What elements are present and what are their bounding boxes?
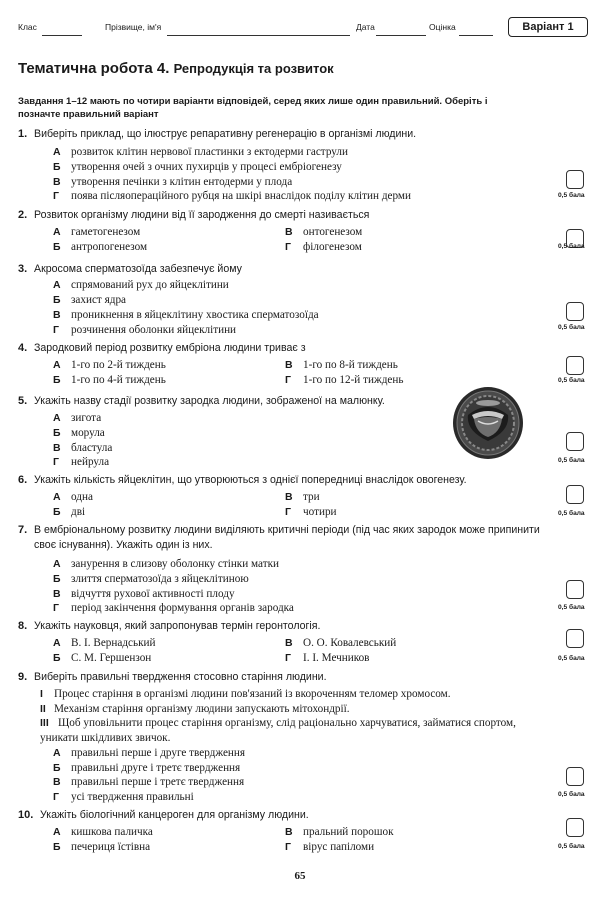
option-a[interactable] bbox=[53, 225, 140, 240]
points-label: 0,5 бала bbox=[558, 192, 585, 199]
option-b[interactable] bbox=[53, 240, 147, 255]
option-letter: А bbox=[53, 359, 61, 371]
option-text: бластула bbox=[71, 442, 113, 454]
option-letter: В bbox=[285, 491, 293, 503]
points-label: 0,5 бала bbox=[558, 510, 585, 517]
option-letter: В bbox=[285, 359, 293, 371]
statement-text: Щоб уповільнити процес старіння організму, слід раціонально харчуватися, займатися спортом, уникати шкідливих звичок. bbox=[40, 717, 516, 744]
option-v[interactable] bbox=[53, 308, 319, 323]
answer-box-5[interactable] bbox=[566, 432, 584, 451]
option-text: поява післяопераційного рубця на шкірі внаслідок поділу клітин дерми bbox=[71, 190, 411, 202]
option-letter: Б bbox=[53, 374, 61, 386]
option-letter: А bbox=[53, 226, 61, 238]
page-title bbox=[18, 60, 334, 77]
option-letter: В bbox=[53, 776, 61, 788]
option-text: чотири bbox=[303, 506, 337, 518]
option-letter: Г bbox=[53, 791, 59, 803]
question-text: Укажіть біологічний канцероген для організму людини. bbox=[40, 809, 309, 821]
option-letter: Г bbox=[285, 652, 291, 664]
option-letter: Б bbox=[53, 294, 61, 306]
option-letter: А bbox=[53, 412, 61, 424]
option-text: О. О. Ковалевський bbox=[303, 637, 397, 649]
answer-box-8[interactable] bbox=[566, 629, 584, 648]
option-a[interactable] bbox=[53, 145, 348, 160]
option-letter: Б bbox=[53, 652, 61, 664]
option-v[interactable] bbox=[285, 225, 362, 240]
page-number: 65 bbox=[294, 870, 306, 882]
option-a[interactable] bbox=[53, 490, 93, 505]
option-b[interactable] bbox=[53, 761, 240, 776]
option-text: онтогенезом bbox=[303, 226, 363, 238]
question-text: Виберіть правильні твердження стосовно старіння людини. bbox=[34, 671, 327, 683]
date-field[interactable] bbox=[376, 35, 426, 36]
option-text: антропогенезом bbox=[71, 241, 148, 253]
option-text: І. І. Мечников bbox=[303, 652, 370, 664]
date-label: Дата bbox=[356, 22, 375, 32]
question-text: В ембріональному розвитку людини виділяють критичні періоди (під час яких зародок може припинити своє існування). Укажіть один із них. bbox=[34, 524, 540, 551]
option-letter: Г bbox=[285, 506, 291, 518]
points-label: 0,5 бала bbox=[558, 377, 585, 384]
variant-badge: Варіант 1 bbox=[508, 17, 588, 37]
option-letter: А bbox=[53, 279, 61, 291]
option-v[interactable] bbox=[285, 490, 320, 505]
name-label: Прізвище, ім'я bbox=[105, 22, 162, 32]
option-text: пральний порошок bbox=[303, 826, 394, 838]
title-main: Тематична робота 4. bbox=[18, 60, 170, 77]
option-letter: В bbox=[285, 226, 293, 238]
question-number: 2. bbox=[18, 209, 28, 221]
points-label: 0,5 бала bbox=[558, 604, 585, 611]
option-v[interactable] bbox=[285, 636, 396, 651]
option-letter: А bbox=[53, 491, 61, 503]
name-field[interactable] bbox=[167, 35, 350, 36]
option-text: вірус папіломи bbox=[303, 841, 375, 853]
statement-3 bbox=[40, 716, 546, 745]
question-number: 7. bbox=[18, 524, 28, 536]
question-number: 1. bbox=[18, 128, 28, 140]
option-a[interactable] bbox=[53, 636, 156, 651]
answer-box-3[interactable] bbox=[566, 302, 584, 321]
option-g[interactable] bbox=[53, 189, 411, 204]
answer-box-9[interactable] bbox=[566, 767, 584, 786]
option-letter: Г bbox=[285, 841, 291, 853]
option-text: проникнення в яйцеклітину хвостика сперматозоїда bbox=[71, 309, 319, 321]
option-letter: Б bbox=[53, 427, 61, 439]
answer-box-6[interactable] bbox=[566, 485, 584, 504]
question-number: 5. bbox=[18, 395, 28, 407]
option-a[interactable] bbox=[53, 746, 245, 761]
question-number: 8. bbox=[18, 620, 28, 632]
option-text: правильні перше і третє твердження bbox=[71, 776, 245, 788]
option-letter: Б bbox=[53, 762, 61, 774]
option-letter: Б bbox=[53, 241, 61, 253]
option-letter: А bbox=[53, 558, 61, 570]
question-number: 6. bbox=[18, 474, 28, 486]
answer-box-10[interactable] bbox=[566, 818, 584, 837]
option-text: зигота bbox=[71, 412, 102, 424]
statement-number: III bbox=[40, 717, 49, 729]
points-label: 0,5 бала bbox=[558, 791, 585, 798]
option-text: розчинення оболонки яйцеклітини bbox=[71, 324, 237, 336]
option-letter: Г bbox=[53, 456, 59, 468]
option-g[interactable] bbox=[285, 240, 362, 255]
instruction: Завдання 1–12 мають по чотири варіанти відповідей, серед яких лише один правильний. Оберіть і позначте правильний варіант bbox=[18, 96, 488, 120]
option-v[interactable] bbox=[53, 441, 112, 456]
option-g[interactable] bbox=[285, 373, 403, 388]
question-text: Зародковий період розвитку ембріона людини триває з bbox=[34, 342, 306, 354]
option-letter: В bbox=[53, 309, 61, 321]
option-letter: В bbox=[285, 637, 293, 649]
statement-2 bbox=[40, 702, 350, 717]
option-text: три bbox=[303, 491, 320, 503]
option-text: кишкова паличка bbox=[71, 826, 153, 838]
class-label: Клас bbox=[18, 22, 37, 32]
option-text: печериця їстівна bbox=[71, 841, 151, 853]
option-text: захист ядра bbox=[71, 294, 127, 306]
option-text: 1-го по 2-й тиждень bbox=[71, 359, 166, 371]
points-label: 0,5 бала bbox=[558, 243, 585, 250]
option-letter: Г bbox=[285, 241, 291, 253]
option-text: одна bbox=[71, 491, 93, 503]
option-text: 1-го по 4-й тиждень bbox=[71, 374, 166, 386]
question-text: Укажіть кількість яйцеклітин, що утворюються з однієї попередниці внаслідок овогенезу. bbox=[34, 474, 467, 486]
option-g[interactable] bbox=[53, 323, 236, 338]
option-b[interactable] bbox=[53, 840, 150, 855]
embryo-illustration bbox=[452, 385, 524, 460]
option-text: занурення в слизову оболонку стінки матки bbox=[71, 558, 280, 570]
option-text: утворення очей з очних пухирців у процесі ембріогенезу bbox=[71, 161, 342, 173]
points-label: 0,5 бала bbox=[558, 843, 585, 850]
option-text: період закінчення формування органів зародка bbox=[71, 602, 294, 614]
option-letter: В bbox=[53, 588, 61, 600]
option-b[interactable] bbox=[53, 160, 342, 175]
option-text: 1-го по 8-й тиждень bbox=[303, 359, 398, 371]
option-v[interactable] bbox=[53, 587, 235, 602]
points-label: 0,5 бала bbox=[558, 457, 585, 464]
option-letter: А bbox=[53, 637, 61, 649]
statement-number: II bbox=[40, 703, 46, 715]
option-v[interactable] bbox=[285, 358, 398, 373]
points-label: 0,5 бала bbox=[558, 655, 585, 662]
option-text: дві bbox=[71, 506, 86, 518]
title-sub: Репродукція та розвиток bbox=[173, 61, 334, 76]
question-text: Укажіть науковця, який запропонував термін геронтологія. bbox=[34, 620, 321, 632]
question-text: Виберіть приклад, що ілюструє репаративну регенерацію в організмі людини. bbox=[34, 128, 417, 140]
answer-box-1[interactable] bbox=[566, 170, 584, 189]
question-text: Розвиток організму людини від її зародження до смерті називається bbox=[34, 209, 370, 221]
option-text: усі твердження правильні bbox=[71, 791, 194, 803]
option-letter: Г bbox=[285, 374, 291, 386]
option-letter: Г bbox=[53, 324, 59, 336]
option-b[interactable] bbox=[53, 505, 85, 520]
option-text: 1-го по 12-й тиждень bbox=[303, 374, 404, 386]
question-number: 9. bbox=[18, 671, 28, 683]
statement-text: Механізм старіння організму людини запускають мітохондрії. bbox=[54, 703, 350, 715]
option-text: нейрула bbox=[71, 456, 110, 468]
option-g[interactable] bbox=[285, 505, 337, 520]
option-v[interactable] bbox=[285, 825, 394, 840]
option-g[interactable] bbox=[53, 790, 194, 805]
option-text: злиття сперматозоїда з яйцеклітиною bbox=[71, 573, 249, 585]
statement-number: I bbox=[40, 688, 43, 700]
option-v[interactable] bbox=[53, 775, 244, 790]
option-text: філогенезом bbox=[303, 241, 362, 253]
option-g[interactable] bbox=[285, 840, 374, 855]
option-g[interactable] bbox=[285, 651, 369, 666]
question-number: 3. bbox=[18, 263, 28, 275]
option-letter: Г bbox=[53, 190, 59, 202]
option-v[interactable] bbox=[53, 175, 292, 190]
option-a[interactable] bbox=[53, 557, 279, 572]
question-number: 10. bbox=[18, 809, 34, 821]
option-text: спрямований рух до яйцеклітини bbox=[71, 279, 229, 291]
option-letter: Б bbox=[53, 161, 61, 173]
option-text: морула bbox=[71, 427, 105, 439]
option-text: правильні друге і третє твердження bbox=[71, 762, 241, 774]
class-field[interactable] bbox=[42, 35, 82, 36]
points-label: 0,5 бала bbox=[558, 324, 585, 331]
option-b[interactable] bbox=[53, 651, 151, 666]
option-letter: Б bbox=[53, 573, 61, 585]
option-text: гаметогенезом bbox=[71, 226, 141, 238]
option-text: В. І. Вернадський bbox=[71, 637, 156, 649]
option-letter: Г bbox=[53, 602, 59, 614]
option-g[interactable] bbox=[53, 455, 109, 470]
option-text: відчуття рухової активності плоду bbox=[71, 588, 235, 600]
question-text: Укажіть назву стадії розвитку зародка людини, зображеної на малюнку. bbox=[34, 395, 385, 407]
option-letter: Б bbox=[53, 506, 61, 518]
statement-text: Процес старіння в організмі людини пов'язаний із вкороченням теломер хромосом. bbox=[54, 688, 451, 700]
grade-label: Оцінка bbox=[429, 22, 456, 32]
option-a[interactable] bbox=[53, 358, 166, 373]
option-letter: А bbox=[53, 826, 61, 838]
option-b[interactable] bbox=[53, 373, 166, 388]
option-letter: Б bbox=[53, 841, 61, 853]
statement-1 bbox=[40, 687, 451, 702]
option-b[interactable] bbox=[53, 293, 126, 308]
option-a[interactable] bbox=[53, 278, 229, 293]
question-number: 4. bbox=[18, 342, 28, 354]
option-text: С. М. Гершензон bbox=[71, 652, 152, 664]
option-text: розвиток клітин нервової пластинки з ектодерми гаструли bbox=[71, 146, 348, 158]
option-b[interactable] bbox=[53, 426, 105, 441]
option-g[interactable] bbox=[53, 601, 294, 616]
option-text: утворення печінки з клітин ентодерми у плода bbox=[71, 176, 293, 188]
question-text: Акросома сперматозоїда забезпечує йому bbox=[34, 263, 242, 275]
option-a[interactable] bbox=[53, 825, 153, 840]
option-letter: В bbox=[53, 442, 61, 454]
option-letter: В bbox=[285, 826, 293, 838]
option-text: правильні перше і друге твердження bbox=[71, 747, 246, 759]
option-letter: А bbox=[53, 146, 61, 158]
option-letter: В bbox=[53, 176, 61, 188]
answer-box-4[interactable] bbox=[566, 356, 584, 375]
answer-box-7[interactable] bbox=[566, 580, 584, 599]
option-a[interactable] bbox=[53, 411, 101, 426]
option-letter: А bbox=[53, 747, 61, 759]
grade-field[interactable] bbox=[459, 35, 493, 36]
option-b[interactable] bbox=[53, 572, 249, 587]
